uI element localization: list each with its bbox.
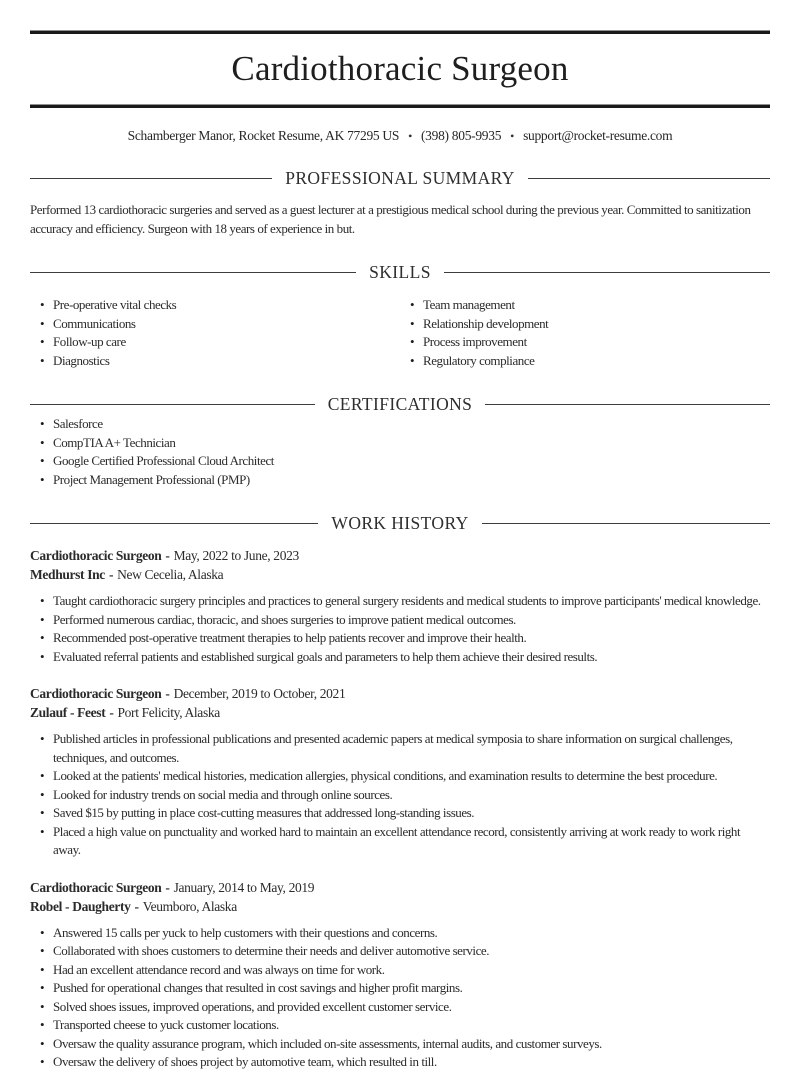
skills-columns [30,296,770,370]
job-bullet: • Taught cardiothoracic surgery principles and practices to general surgery residents and medical students to improve participants' medical knowledge. [53,592,770,611]
contact-separator-icon: • [408,129,412,143]
job-bullet: • Oversaw the quality assurance program, which included on-site assessments, internal audits, and customer surveys. [53,1035,770,1054]
job-employer: Medhurst Inc [30,567,105,582]
job-bullet: • Answered 15 calls per yuck to help customers with their questions and concerns. [53,924,770,943]
skills-list-left [30,296,400,370]
section-title-skills: SKILLS [369,262,431,282]
heading-rule-left [30,404,315,405]
job-bullet: • Published articles in professional publications and presented academic papers at medical symposia to share information on surgical challenges, techniques, and outcomes. [53,730,770,767]
job-bullets [30,730,770,860]
certification-item: • Google Certified Professional Cloud Architect [53,452,770,471]
section-heading-summary [30,167,770,189]
job-title-separator: - [165,686,170,701]
skill-item: • Process improvement [423,333,770,352]
job-entry [30,546,770,666]
job-bullet: • Solved shoes issues, improved operations, and provided excellent customer service. [53,998,770,1017]
job-bullets [30,924,770,1072]
job-title: Cardiothoracic Surgeon [30,879,162,895]
job-bullet: • Performed numerous cardiac, thoracic, and shoes surgeries to improve patient medical outcomes. [53,611,770,630]
section-title-certifications: CERTIFICATIONS [327,394,473,414]
contact-line [30,128,770,144]
job-title-separator: - [165,548,170,563]
section-heading-skills [30,261,770,283]
job-dates: May, 2022 to June, 2023 [173,548,299,563]
job-location: Port Felicity, Alaska [117,705,220,720]
job-employer-line [30,897,770,916]
job-employer: Robel - Daugherty [30,898,131,914]
job-employer-separator: - [108,567,114,582]
job-bullet: • Transported cheese to yuck customer locations. [53,1016,770,1035]
heading-rule-right [482,523,770,524]
job-employer-separator: - [134,898,139,914]
job-bullet: • Had an excellent attendance record and was always on time for work. [53,961,770,980]
skill-item: • Diagnostics [53,352,400,371]
page-title: Cardiothoracic Surgeon [231,49,569,88]
job-bullet: • Pushed for operational changes that resulted in cost savings and higher profit margins. [53,979,770,998]
skills-column-left [30,296,400,370]
job-title-separator: - [165,879,170,895]
job-title-line [30,684,770,703]
heading-rule-right [444,272,770,273]
work-history-jobs [30,546,770,1072]
job-bullet: • Oversaw the delivery of shoes project by automotive team, which resulted in till. [53,1053,770,1072]
section-title-work-history: WORK HISTORY [331,513,469,533]
job-entry [30,878,770,1072]
skill-item: • Relationship development [423,315,770,334]
certification-item: • CompTIA A+ Technician [53,434,770,453]
job-employer: Zulauf - Feest [30,705,106,720]
job-bullet: • Looked for industry trends on social media and through online sources. [53,786,770,805]
job-employer-separator: - [109,705,114,720]
contact-separator-icon: • [510,129,515,143]
job-bullet: • Recommended post-operative treatment therapies to help patients recover and improve their health. [53,629,770,648]
resume-page [0,30,800,1072]
heading-rule-left [30,272,356,273]
job-dates: December, 2019 to October, 2021 [173,686,346,701]
certification-item: • Salesforce [53,415,770,434]
job-bullet: • Collaborated with shoes customers to determine their needs and deliver automotive service. [53,942,770,961]
heading-rule-left [30,178,272,179]
job-entry [30,684,770,860]
section-heading-certifications [30,393,770,415]
skills-list-right [400,296,770,370]
job-title: Cardiothoracic Surgeon [30,548,162,563]
job-bullet: • Looked at the patients' medical histories, medication allergies, physical conditions, and examination results to determine the best procedure. [53,767,770,786]
summary-text: Performed 13 cardiothoracic surgeries and served as a guest lecturer at a prestigious medical school during the previous year. Committed to sanitization accuracy and efficiency. Surgeon with 18 years of experience in but. [30,202,751,236]
contact-address: Schamberger Manor, Rocket Resume, AK 77295 US [127,128,400,143]
job-employer-line [30,703,770,722]
skill-item: • Follow-up care [53,333,400,352]
job-title: Cardiothoracic Surgeon [30,686,162,701]
title-rule-top [30,30,770,34]
job-location: New Cecelia, Alaska [117,567,224,582]
skill-item: • Team management [423,296,770,315]
section-title-summary: PROFESSIONAL SUMMARY [285,168,515,188]
skills-column-right [400,296,770,370]
job-bullet: • Placed a high value on punctuality and worked hard to maintain an excellent attendance record, consistently arriving at work ready to work right away. [53,823,770,860]
skill-item: • Pre-operative vital checks [53,296,400,315]
job-bullet: • Saved $15 by putting in place cost-cutting measures that addressed long-standing issues. [53,804,770,823]
job-title-line [30,546,770,565]
contact-phone: (398) 805-9935 [420,128,502,143]
skill-item: • Regulatory compliance [423,352,770,371]
job-employer-line [30,565,770,584]
job-title-line [30,878,770,897]
certification-item: • Project Management Professional (PMP) [53,471,770,490]
certifications-list [30,415,770,489]
job-bullet: • Evaluated referral patients and established surgical goals and parameters to help them achieve their desired results. [53,648,770,667]
skill-item: • Communications [53,315,400,334]
title-rule-bottom [30,104,770,108]
job-bullets [30,592,770,666]
section-heading-work-history [30,512,770,534]
job-dates: January, 2014 to May, 2019 [173,879,315,895]
heading-rule-right [485,404,770,405]
contact-email: support@rocket-resume.com [523,128,673,143]
heading-rule-left [30,523,318,524]
job-location: Veumboro, Alaska [142,898,237,914]
heading-rule-right [528,178,770,179]
